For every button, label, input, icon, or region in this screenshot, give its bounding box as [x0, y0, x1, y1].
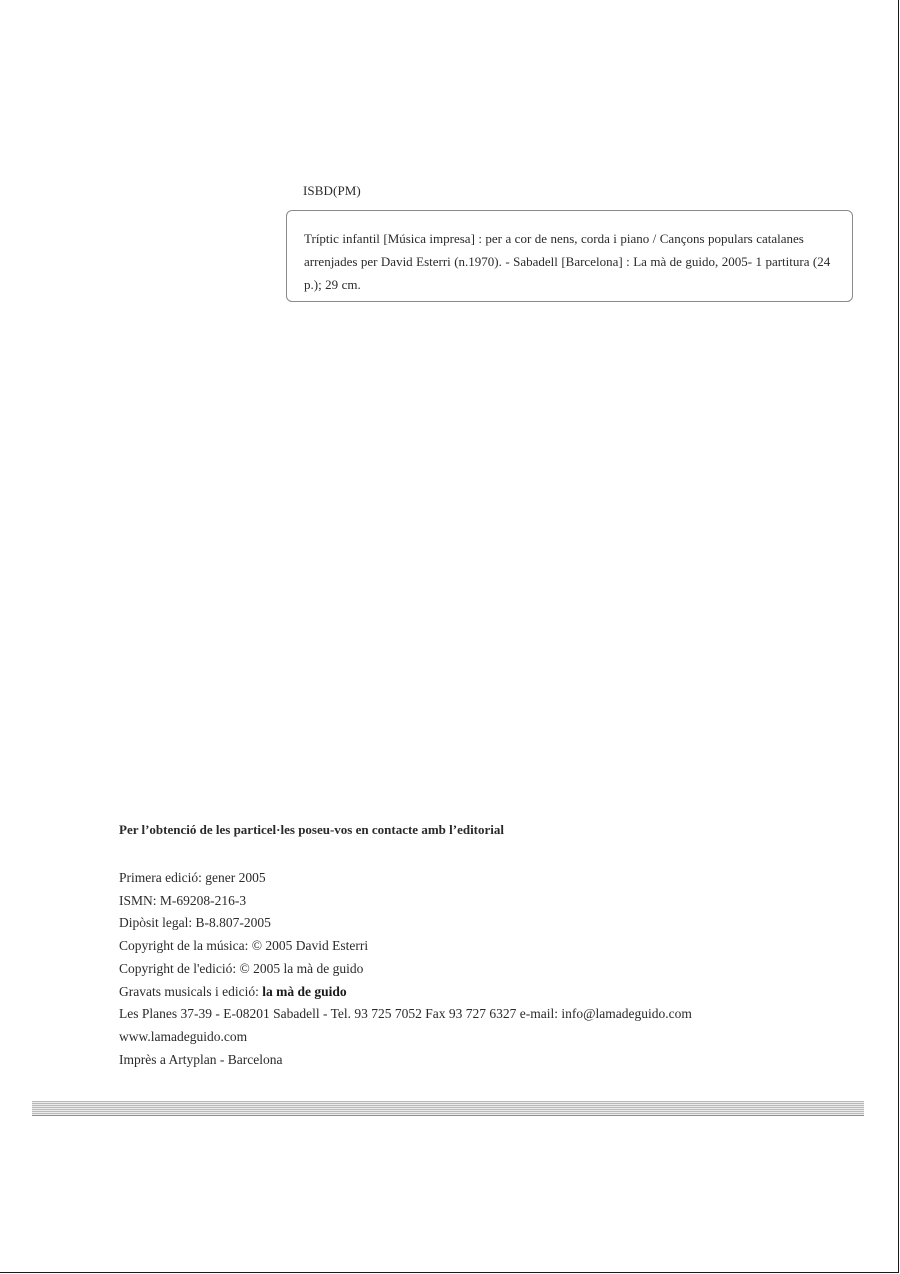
copyright-edition: Copyright de l'edició: © 2005 la mà de guido [119, 960, 364, 976]
engraving-prefix: Gravats musicals i edició: [119, 983, 263, 999]
legal-deposit: Dipòsit legal: B-8.807-2005 [119, 915, 271, 931]
publisher-website: www.lamadeguido.com [119, 1028, 248, 1044]
catalog-record-text: Tríptic infantil [Música impresa] : per a cor de nens, corda i piano / Cançons populars catalanes arrenjades per David Esterri (n.1970). - Sabadell [Barcelona] : La mà de guido, 2005- 1 partitura (24 p.); 29 cm. [304, 231, 831, 292]
publisher-address: Les Planes 37-39 - E-08201 Sabadell - Tel. 93 725 7052 Fax 93 727 6327 e-mail: info@lamadeguido.com [119, 1006, 692, 1022]
footer-rule [32, 1101, 864, 1116]
parts-notice: Per l’obtenció de les particel·les poseu-vos en contacte amb l’editorial [119, 822, 504, 837]
ismn: ISMN: M-69208-216-3 [119, 892, 247, 908]
isbd-label: ISBD(PM) [303, 183, 361, 198]
engraving-line [119, 981, 692, 1004]
first-edition: Primera edició: gener 2005 [119, 870, 266, 885]
printer: Imprès a Artyplan - Barcelona [119, 1051, 283, 1067]
catalog-record-box [286, 210, 853, 302]
publisher-name: la mà de guido [262, 983, 347, 999]
copyright-music: Copyright de la música: © 2005 David Esterri [119, 938, 369, 954]
colophon [119, 867, 692, 1071]
